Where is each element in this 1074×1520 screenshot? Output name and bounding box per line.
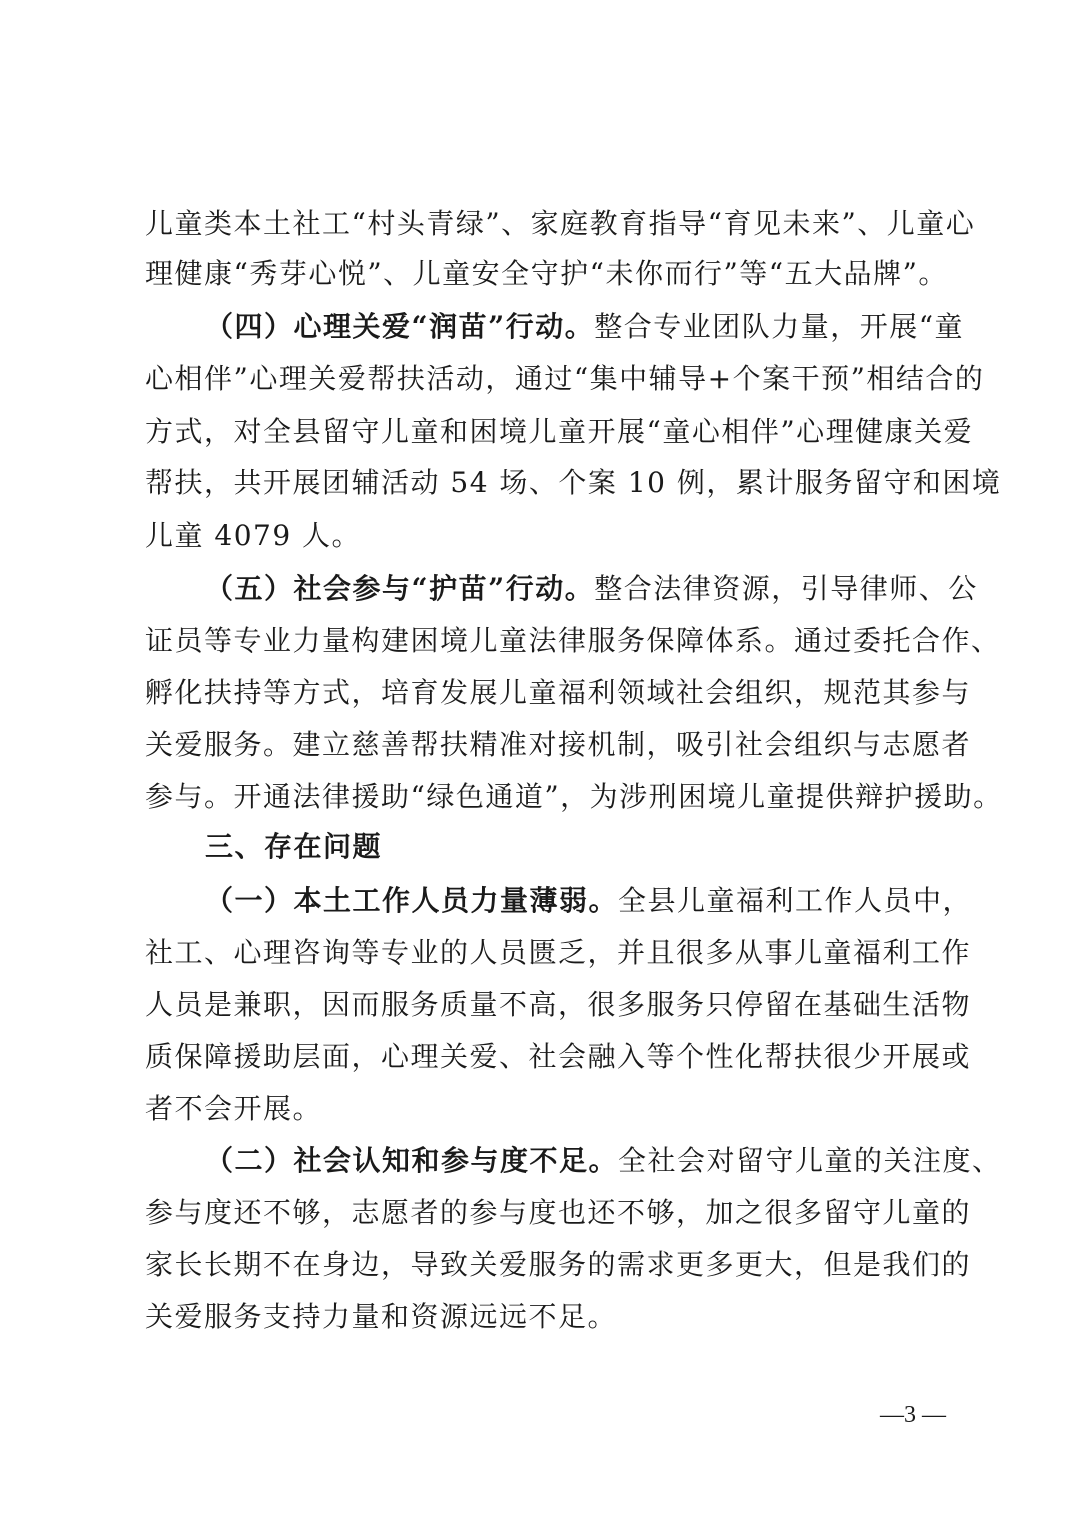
section-five-line	[205, 571, 1025, 607]
text-run: 心相伴”心理关爱帮扶活动，通过“集中辅导+个案干预”相结合的	[145, 362, 985, 395]
text-run: 整合专业团队力量，开展“童	[594, 310, 965, 343]
text-run: 社工、心理咨询等专业的人员匮乏，并且很多从事儿童福利工作	[145, 936, 972, 969]
text-run: 质保障援助层面，心理关爱、社会融入等个性化帮扶很少开展或	[145, 1040, 972, 1073]
text-line	[145, 987, 972, 1023]
page-number: —3 —	[880, 1402, 946, 1428]
text-line	[145, 1195, 972, 1231]
text-line	[145, 779, 1003, 815]
text-run: 方式，对全县留守儿童和困境儿童开展“童心相伴”心理健康关爱	[145, 415, 974, 448]
text-line	[145, 1039, 972, 1075]
text-run: 帮扶，共开展团辅活动 54 场、个案 10 例，累计服务留守和困境	[145, 466, 1002, 499]
text-line	[145, 414, 974, 450]
problem-one-line	[205, 883, 1025, 919]
text-run: 关爱服务支持力量和资源远远不足。	[145, 1300, 618, 1333]
text-line	[145, 623, 1001, 659]
text-line	[145, 727, 972, 763]
section-five-heading: （五）社会参与“护苗”行动。	[205, 572, 595, 605]
section-three-heading: 三、存在问题	[205, 830, 383, 863]
text-run: 证员等专业力量构建困境儿童法律服务保障体系。通过委托合作、	[145, 624, 1001, 657]
text-run: 儿童 4079 人。	[145, 519, 362, 552]
text-line	[145, 518, 965, 554]
text-run: 孵化扶持等方式，培育发展儿童福利领域社会组织，规范其参与	[145, 676, 972, 709]
text-run: 参与度还不够，志愿者的参与度也还不够，加之很多留守儿童的	[145, 1196, 972, 1229]
text-line	[145, 361, 985, 397]
text-run: 关爱服务。建立慈善帮扶精准对接机制，吸引社会组织与志愿者	[145, 728, 972, 761]
text-line	[145, 206, 976, 242]
text-run: 儿童类本土社工“村头青绿”、家庭教育指导“育见未来”、儿童心	[145, 207, 976, 240]
text-line	[145, 935, 972, 971]
text-line	[145, 675, 972, 711]
text-run: 整合法律资源，引导律师、公	[594, 572, 978, 605]
text-run: 全县儿童福利工作人员中，	[618, 884, 973, 917]
section-four-line	[205, 309, 1025, 345]
section-four-heading: （四）心理关爱“润苗”行动。	[205, 310, 595, 343]
text-line	[145, 1299, 965, 1335]
text-run: 人员是兼职，因而服务质量不高，很多服务只停留在基础生活物	[145, 988, 972, 1021]
problem-two-heading: （二）社会认知和参与度不足。	[205, 1144, 619, 1177]
text-run: 全社会对留守儿童的关注度、	[618, 1144, 1002, 1177]
text-line	[145, 1247, 972, 1283]
problem-two-line	[205, 1143, 1025, 1179]
text-run: 者不会开展。	[145, 1092, 323, 1125]
text-line	[145, 1091, 965, 1127]
problem-one-heading: （一）本土工作人员力量薄弱。	[205, 884, 619, 917]
text-line	[145, 256, 965, 292]
section-three-title	[205, 829, 1025, 865]
text-run: 参与。开通法律援助“绿色通道”，为涉刑困境儿童提供辩护援助。	[145, 780, 1003, 813]
text-line	[145, 465, 1002, 501]
text-run: 家长长期不在身边，导致关爱服务的需求更多更大，但是我们的	[145, 1248, 972, 1281]
text-run: 理健康“秀芽心悦”、儿童安全守护“未你而行”等“五大品牌”。	[145, 257, 948, 290]
